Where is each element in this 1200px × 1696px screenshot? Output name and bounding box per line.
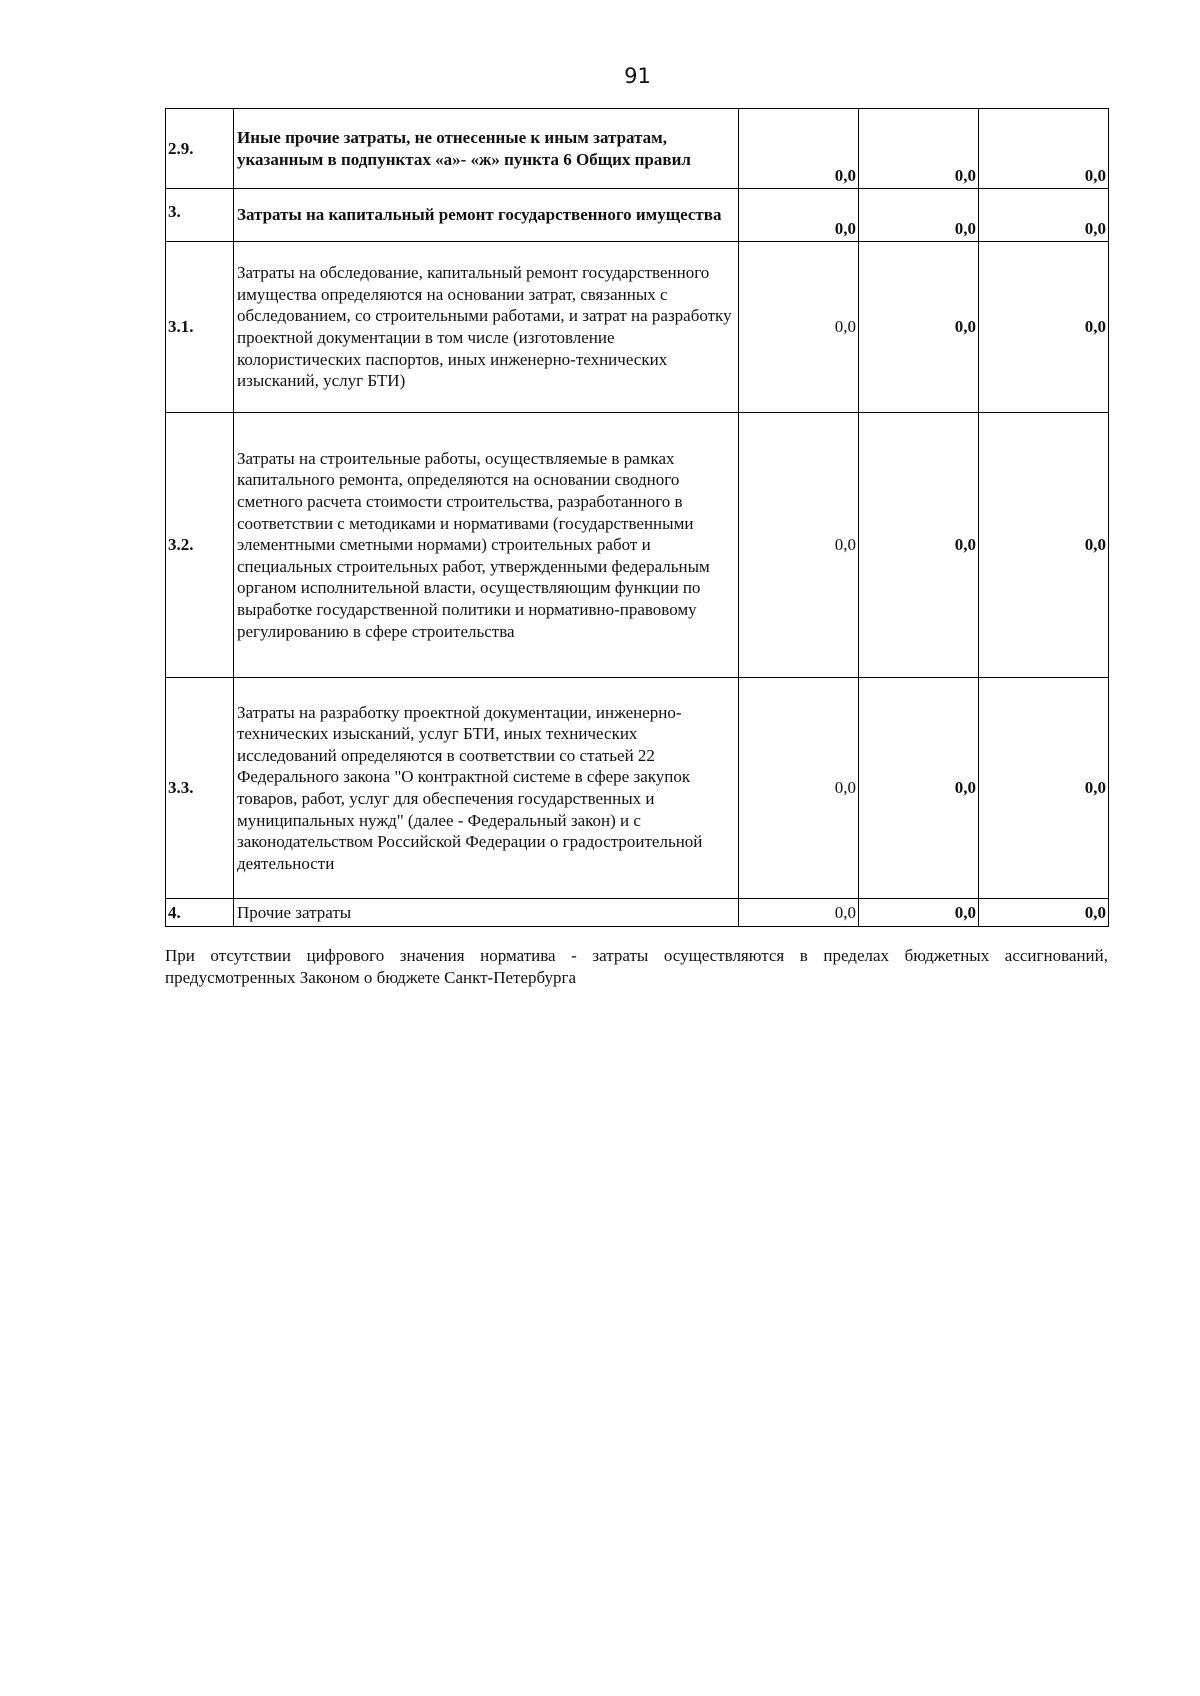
row-value-2: 0,0: [859, 109, 979, 189]
row-number: 2.9.: [166, 109, 234, 189]
row-value-3: 0,0: [979, 899, 1109, 927]
row-value-1: 0,0: [739, 678, 859, 899]
row-description: Затраты на разработку проектной документации, инженерно-технических изысканий, услуг БТИ, иных технических исследований определяются в соответствии со статьей 22 Федерального закона "О контрактной системе в сфере закупок товаров, работ, услуг для обеспечения государственных и муниципальных нужд" (далее - Федеральный закон) и с законодательством Российской Федерации о градостроительной деятельности: [234, 678, 739, 899]
row-description: Затраты на капитальный ремонт государственного имущества: [234, 189, 739, 242]
row-value-3: 0,0: [979, 109, 1109, 189]
row-number: 4.: [166, 899, 234, 927]
page-number: 91: [624, 64, 651, 88]
cost-table: [165, 108, 1109, 927]
footnote-text: При отсутствии цифрового значения норматива - затраты осуществляются в пределах бюджетных ассигнований, предусмотренных Законом о бюджете Санкт-Петербурга: [165, 946, 1108, 987]
table-row: [166, 189, 1109, 242]
row-value-3: 0,0: [979, 242, 1109, 413]
table-row: [166, 109, 1109, 189]
table-row: [166, 242, 1109, 413]
row-number: 3.3.: [166, 678, 234, 899]
row-value-2: 0,0: [859, 899, 979, 927]
row-number: 3.2.: [166, 413, 234, 678]
row-value-1: 0,0: [739, 109, 859, 189]
row-number: 3.1.: [166, 242, 234, 413]
row-value-1: 0,0: [739, 413, 859, 678]
table-row: [166, 899, 1109, 927]
row-description: Прочие затраты: [234, 899, 739, 927]
row-value-2: 0,0: [859, 413, 979, 678]
row-value-2: 0,0: [859, 242, 979, 413]
row-value-1: 0,0: [739, 189, 859, 242]
table-row: [166, 413, 1109, 678]
row-value-3: 0,0: [979, 413, 1109, 678]
row-value-1: 0,0: [739, 242, 859, 413]
row-description: Затраты на строительные работы, осуществляемые в рамках капитального ремонта, определяются на основании сводного сметного расчета стоимости строительства, разработанного в соответствии с методиками и нормативами (государственными элементными сметными нормами) строительных работ и специальных строительных работ, утвержденными федеральным органом исполнительной власти, осуществляющим функции по выработке государственной политики и нормативно-правовому регулированию в сфере строительства: [234, 413, 739, 678]
row-value-2: 0,0: [859, 189, 979, 242]
row-number: 3.: [166, 189, 234, 242]
row-description: Иные прочие затраты, не отнесенные к иным затратам, указанным в подпунктах «а»- «ж» пункта 6 Общих правил: [234, 109, 739, 189]
table-row: [166, 678, 1109, 899]
row-value-3: 0,0: [979, 189, 1109, 242]
row-value-2: 0,0: [859, 678, 979, 899]
row-value-1: 0,0: [739, 899, 859, 927]
row-value-3: 0,0: [979, 678, 1109, 899]
row-description: Затраты на обследование, капитальный ремонт государственного имущества определяются на основании затрат, связанных с обследованием, со строительными работами, и затрат на разработку проектной документации в том числе (изготовление колористических паспортов, иных инженерно-технических изысканий, услуг БТИ): [234, 242, 739, 413]
